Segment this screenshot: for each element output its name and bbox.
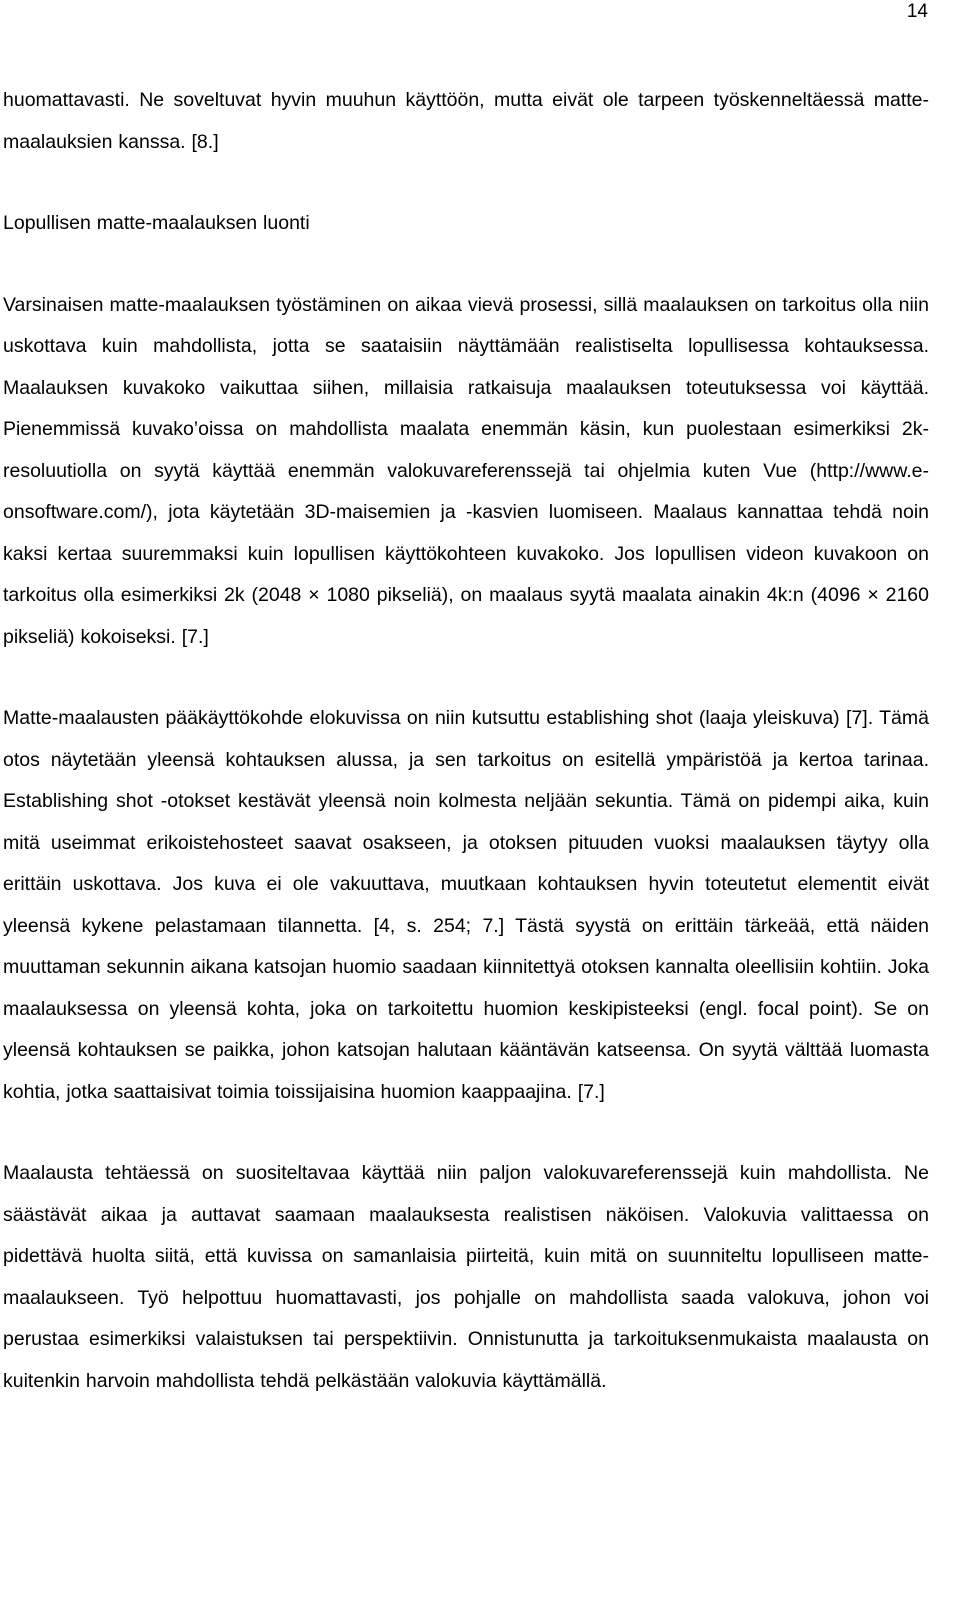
paragraph-spacer	[3, 245, 929, 285]
section-heading: Lopullisen matte-maalauksen luonti	[3, 212, 310, 234]
document-body	[3, 80, 929, 1402]
paragraph-establishing-shot: Matte-maalausten pääkäyttökohde elokuvissa on niin kutsuttu establishing shot (laaja yleiskuva) [7]. Tämä otos näytetään yleensä kohtauksen alussa, ja sen tarkoitus on esitellä ympäristöä ja kertoa tarinaa. Establishing shot -otokset kestävät yleensä noin kolmesta neljään sekuntia. Tämä on pidempi aika, kuin mitä useimmat erikoistehosteet saavat osakseen, ja otoksen pituuden vuoksi maalauksen täytyy olla erittäin uskottava. Jos kuva ei ole vakuuttava, muutkaan kohtauksen hyvin toteutetut elementit eivät yleensä kykene pelastamaan tilannetta. [4, s. 254; 7.] Tästä syystä on erittäin tärkeää, että näiden muuttaman sekunnin aikana katsojan huomio saadaan kiinnitettyä otoksen kannalta oleellisiin kohtiin. Joka maalauksessa on yleensä kohta, joka on tarkoitettu huomion keskipisteeksi (engl. focal point). Se on yleensä kohtauksen se paikka, johon katsojan halutaan kääntävän katseensa. On syytä välttää luomasta kohtia, jotka saattaisivat toimia toissijaisina huomion kaappaajina. [7.]	[3, 707, 929, 1103]
paragraph-spacer	[3, 1113, 929, 1153]
page-number: 14	[906, 1, 928, 22]
paragraph-photo-references: Maalausta tehtäessä on suositeltavaa käyttää niin paljon valokuvareferenssejä kuin mahdollista. Ne säästävät aikaa ja auttavat saamaan maalauksesta realistisen näköisen. Valokuvia valittaessa on pidettävä huolta siitä, että kuvissa on samanlaisia piirteitä, kuin mitä on suunniteltu lopulliseen matte-maalaukseen. Työ helpottuu huomattavasti, jos pohjalle on mahdollista saada valokuva, johon voi perustaa esimerkiksi valaistuksen tai perspektiivin. Onnistunutta ja tarkoituksenmukaista maalausta on kuitenkin harvoin mahdollista tehdä pelkästään valokuvia käyttämällä.	[3, 1162, 929, 1392]
paragraph-image-size: Varsinaisen matte-maalauksen työstäminen on aikaa vievä prosessi, sillä maalauksen on tarkoitus olla niin uskottava kuin mahdollista, jotta se saataisiin näyttämään realistiselta lopullisessa kohtauksessa. Maalauksen kuvakoko vaikuttaa siihen, millaisia ratkaisuja maalauksen toteutuksessa voi käyttää. Pienemmissä kuvako’oissa on mahdollista maalata enemmän käsin, kun puolestaan esimerkiksi 2k-resoluutiolla on syytä käyttää enemmän valokuvareferenssejä tai ohjelmia kuten Vue (http://www.e-onsoftware.com/), jota käytetään 3D-maisemien ja -kasvien luomiseen. Maalaus kannattaa tehdä noin kaksi kertaa suuremmaksi kuin lopullisen käyttökohteen kuvakoko. Jos lopullisen videon kuvakoon on tarkoitus olla esimerkiksi 2k (2048 × 1080 pikseliä), on maalaus syytä maalata ainakin 4k:n (4096 × 2160 pikseliä) kokoiseksi. [7.]	[3, 293, 929, 648]
paragraph-spacer	[3, 163, 929, 203]
paragraph-continuation: huomattavasti. Ne soveltuvat hyvin muuhun käyttöön, mutta eivät ole tarpeen työskenneltäessä matte-maalauksien kanssa. [8.]	[3, 89, 929, 153]
paragraph-spacer	[3, 658, 929, 698]
